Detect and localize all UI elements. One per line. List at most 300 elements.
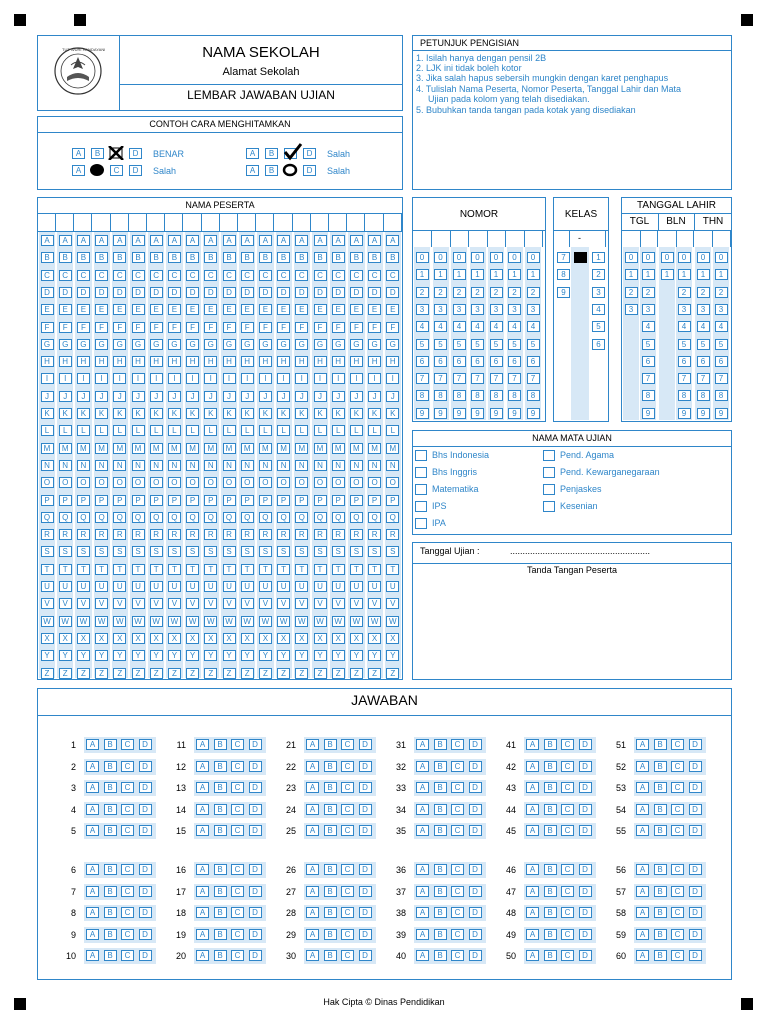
name-bubble[interactable]: X [277, 633, 290, 644]
answer-bubble[interactable]: A [636, 825, 649, 836]
name-bubble[interactable]: Q [168, 512, 181, 523]
name-bubble[interactable]: N [314, 460, 327, 471]
answer-bubble[interactable]: C [121, 804, 134, 815]
number-bubble[interactable]: 6 [453, 356, 466, 367]
answer-bubble[interactable]: A [196, 950, 209, 961]
name-bubble[interactable]: X [186, 633, 199, 644]
name-bubble[interactable]: N [223, 460, 236, 471]
answer-bubble[interactable]: C [671, 864, 684, 875]
name-bubble[interactable]: N [41, 460, 54, 471]
name-bubble[interactable]: O [113, 477, 126, 488]
name-bubble[interactable]: L [95, 425, 108, 436]
answer-bubble[interactable]: C [451, 761, 464, 772]
name-bubble[interactable]: G [386, 339, 399, 350]
answer-bubble[interactable]: B [324, 761, 337, 772]
name-letter-cell[interactable] [202, 214, 220, 231]
answer-bubble[interactable]: D [139, 825, 152, 836]
answer-bubble[interactable]: A [416, 929, 429, 940]
answer-bubble[interactable]: C [121, 886, 134, 897]
name-bubble[interactable]: R [295, 529, 308, 540]
class-section-bubble[interactable]: 6 [592, 339, 605, 350]
name-bubble[interactable]: I [150, 373, 163, 384]
name-bubble[interactable]: E [113, 304, 126, 315]
name-bubble[interactable]: N [241, 460, 254, 471]
answer-bubble[interactable]: D [139, 782, 152, 793]
name-bubble[interactable]: F [241, 322, 254, 333]
name-bubble[interactable]: E [95, 304, 108, 315]
answer-bubble[interactable]: B [214, 804, 227, 815]
name-bubble[interactable]: M [386, 443, 399, 454]
name-bubble[interactable]: X [41, 633, 54, 644]
name-bubble[interactable]: X [368, 633, 381, 644]
name-bubble[interactable]: G [332, 339, 345, 350]
name-bubble[interactable]: P [77, 495, 90, 506]
name-bubble[interactable]: K [150, 408, 163, 419]
number-bubble[interactable]: 7 [508, 373, 521, 384]
answer-bubble[interactable]: C [671, 825, 684, 836]
name-bubble[interactable]: M [186, 443, 199, 454]
name-bubble[interactable]: P [332, 495, 345, 506]
dob-bubble[interactable]: 5 [642, 339, 655, 350]
number-bubble[interactable]: 1 [434, 269, 447, 280]
answer-bubble[interactable]: A [86, 929, 99, 940]
class-section-bubble[interactable]: 5 [592, 321, 605, 332]
name-bubble[interactable]: Y [241, 650, 254, 661]
answer-bubble[interactable]: C [231, 825, 244, 836]
name-bubble[interactable]: T [368, 564, 381, 575]
name-bubble[interactable]: Q [95, 512, 108, 523]
subject-checkbox[interactable] [415, 467, 427, 478]
name-bubble[interactable]: W [368, 616, 381, 627]
name-bubble[interactable]: A [295, 235, 308, 246]
answer-bubble[interactable]: A [526, 804, 539, 815]
number-bubble[interactable]: 9 [490, 408, 503, 419]
answer-bubble[interactable]: B [104, 864, 117, 875]
name-bubble[interactable]: G [223, 339, 236, 350]
number-bubble[interactable]: 6 [434, 356, 447, 367]
name-bubble[interactable]: H [368, 356, 381, 367]
answer-bubble[interactable]: A [526, 950, 539, 961]
name-bubble[interactable]: D [295, 287, 308, 298]
name-bubble[interactable]: W [132, 616, 145, 627]
number-digit-cell[interactable] [507, 231, 525, 247]
name-bubble[interactable]: X [350, 633, 363, 644]
name-bubble[interactable]: W [277, 616, 290, 627]
answer-bubble[interactable]: B [544, 929, 557, 940]
name-letter-cell[interactable] [238, 214, 256, 231]
name-bubble[interactable]: M [41, 443, 54, 454]
name-bubble[interactable]: O [350, 477, 363, 488]
name-letter-cell[interactable] [384, 214, 402, 231]
name-bubble[interactable]: Y [386, 650, 399, 661]
name-bubble[interactable]: S [368, 546, 381, 557]
name-bubble[interactable]: N [277, 460, 290, 471]
name-bubble[interactable]: S [223, 546, 236, 557]
name-bubble[interactable]: J [241, 391, 254, 402]
answer-bubble[interactable]: B [654, 804, 667, 815]
answer-bubble[interactable]: B [104, 825, 117, 836]
answer-bubble[interactable]: B [654, 761, 667, 772]
name-bubble[interactable]: V [113, 598, 126, 609]
number-bubble[interactable]: 4 [490, 321, 503, 332]
dob-digit-cell[interactable] [713, 231, 731, 247]
answer-bubble[interactable]: A [526, 929, 539, 940]
name-bubble[interactable]: H [168, 356, 181, 367]
name-bubble[interactable]: Q [350, 512, 363, 523]
name-bubble[interactable]: D [386, 287, 399, 298]
name-bubble[interactable]: Q [223, 512, 236, 523]
name-bubble[interactable]: U [41, 581, 54, 592]
answer-bubble[interactable]: B [104, 804, 117, 815]
answer-bubble[interactable]: B [104, 929, 117, 940]
answer-bubble[interactable]: D [579, 825, 592, 836]
answer-bubble[interactable]: C [341, 886, 354, 897]
name-bubble[interactable]: C [95, 270, 108, 281]
answer-bubble[interactable]: A [196, 825, 209, 836]
name-bubble[interactable]: Z [186, 668, 199, 679]
answer-bubble[interactable]: D [579, 864, 592, 875]
name-bubble[interactable]: W [150, 616, 163, 627]
name-bubble[interactable]: V [150, 598, 163, 609]
name-bubble[interactable]: B [223, 252, 236, 263]
name-bubble[interactable]: J [295, 391, 308, 402]
name-bubble[interactable]: D [314, 287, 327, 298]
name-bubble[interactable]: M [132, 443, 145, 454]
name-bubble[interactable]: D [168, 287, 181, 298]
name-bubble[interactable]: N [350, 460, 363, 471]
name-bubble[interactable]: C [368, 270, 381, 281]
answer-bubble[interactable]: D [689, 886, 702, 897]
number-bubble[interactable]: 0 [471, 252, 484, 263]
name-bubble[interactable]: S [41, 546, 54, 557]
answer-bubble[interactable]: C [121, 950, 134, 961]
name-bubble[interactable]: E [132, 304, 145, 315]
name-bubble[interactable]: C [386, 270, 399, 281]
answer-bubble[interactable]: A [306, 782, 319, 793]
name-bubble[interactable]: Q [77, 512, 90, 523]
number-bubble[interactable]: 8 [471, 390, 484, 401]
name-bubble[interactable]: Q [241, 512, 254, 523]
name-bubble[interactable]: V [350, 598, 363, 609]
answer-bubble[interactable]: A [416, 907, 429, 918]
name-bubble[interactable]: T [59, 564, 72, 575]
name-bubble[interactable]: I [368, 373, 381, 384]
name-bubble[interactable]: G [77, 339, 90, 350]
name-bubble[interactable]: J [95, 391, 108, 402]
dob-bubble[interactable]: 5 [697, 339, 710, 350]
answer-bubble[interactable]: D [579, 950, 592, 961]
name-bubble[interactable]: S [204, 546, 217, 557]
dob-bubble[interactable]: 3 [625, 304, 638, 315]
answer-bubble[interactable]: C [451, 739, 464, 750]
name-bubble[interactable]: O [295, 477, 308, 488]
name-bubble[interactable]: X [223, 633, 236, 644]
number-bubble[interactable]: 1 [527, 269, 540, 280]
name-bubble[interactable]: E [186, 304, 199, 315]
dob-bubble[interactable]: 0 [661, 252, 674, 263]
name-bubble[interactable]: K [368, 408, 381, 419]
answer-bubble[interactable]: C [121, 929, 134, 940]
name-letter-cell[interactable] [275, 214, 293, 231]
name-bubble[interactable]: M [223, 443, 236, 454]
answer-bubble[interactable]: A [416, 782, 429, 793]
answer-bubble[interactable]: A [306, 929, 319, 940]
name-bubble[interactable]: P [150, 495, 163, 506]
name-bubble[interactable]: G [113, 339, 126, 350]
name-bubble[interactable]: U [350, 581, 363, 592]
answer-bubble[interactable]: A [526, 864, 539, 875]
name-bubble[interactable]: F [150, 322, 163, 333]
name-bubble[interactable]: S [241, 546, 254, 557]
name-bubble[interactable]: Y [295, 650, 308, 661]
name-bubble[interactable]: Y [150, 650, 163, 661]
name-bubble[interactable]: Z [314, 668, 327, 679]
answer-bubble[interactable]: C [561, 907, 574, 918]
answer-bubble[interactable]: D [359, 929, 372, 940]
number-bubble[interactable]: 0 [434, 252, 447, 263]
name-bubble[interactable]: I [77, 373, 90, 384]
name-bubble[interactable]: D [241, 287, 254, 298]
name-bubble[interactable]: D [186, 287, 199, 298]
name-bubble[interactable]: U [95, 581, 108, 592]
answer-bubble[interactable]: A [86, 804, 99, 815]
name-bubble[interactable]: G [186, 339, 199, 350]
name-bubble[interactable]: D [223, 287, 236, 298]
name-bubble[interactable]: X [204, 633, 217, 644]
answer-bubble[interactable]: D [689, 761, 702, 772]
answer-bubble[interactable]: A [86, 864, 99, 875]
answer-bubble[interactable]: B [324, 950, 337, 961]
answer-bubble[interactable]: C [671, 929, 684, 940]
name-bubble[interactable]: N [77, 460, 90, 471]
name-bubble[interactable]: M [332, 443, 345, 454]
name-bubble[interactable]: A [132, 235, 145, 246]
name-bubble[interactable]: O [368, 477, 381, 488]
answer-bubble[interactable]: D [249, 782, 262, 793]
name-bubble[interactable]: W [259, 616, 272, 627]
name-bubble[interactable]: V [41, 598, 54, 609]
answer-bubble[interactable]: C [121, 761, 134, 772]
name-bubble[interactable]: K [223, 408, 236, 419]
name-bubble[interactable]: A [168, 235, 181, 246]
answer-bubble[interactable]: C [341, 950, 354, 961]
name-bubble[interactable]: Q [295, 512, 308, 523]
name-bubble[interactable]: Z [259, 668, 272, 679]
answer-bubble[interactable]: B [434, 782, 447, 793]
name-bubble[interactable]: A [95, 235, 108, 246]
name-bubble[interactable]: O [277, 477, 290, 488]
number-bubble[interactable]: 0 [527, 252, 540, 263]
name-bubble[interactable]: J [368, 391, 381, 402]
answer-bubble[interactable]: B [434, 950, 447, 961]
number-digit-cell[interactable] [451, 231, 469, 247]
name-bubble[interactable]: B [386, 252, 399, 263]
name-bubble[interactable]: K [386, 408, 399, 419]
dob-bubble[interactable]: 3 [642, 304, 655, 315]
answer-bubble[interactable]: D [249, 864, 262, 875]
name-bubble[interactable]: T [168, 564, 181, 575]
name-bubble[interactable]: M [95, 443, 108, 454]
answer-bubble[interactable]: D [139, 907, 152, 918]
name-bubble[interactable]: T [132, 564, 145, 575]
answer-bubble[interactable]: C [451, 864, 464, 875]
name-bubble[interactable]: O [186, 477, 199, 488]
name-bubble[interactable]: K [77, 408, 90, 419]
name-bubble[interactable]: P [168, 495, 181, 506]
dob-bubble[interactable]: 8 [678, 390, 691, 401]
answer-bubble[interactable]: B [654, 950, 667, 961]
name-bubble[interactable]: K [350, 408, 363, 419]
name-bubble[interactable]: H [241, 356, 254, 367]
name-bubble[interactable]: S [386, 546, 399, 557]
answer-bubble[interactable]: A [306, 886, 319, 897]
name-bubble[interactable]: Z [59, 668, 72, 679]
number-bubble[interactable]: 1 [471, 269, 484, 280]
name-bubble[interactable]: Z [77, 668, 90, 679]
answer-bubble[interactable]: A [306, 825, 319, 836]
dob-bubble[interactable]: 8 [697, 390, 710, 401]
name-bubble[interactable]: M [59, 443, 72, 454]
name-bubble[interactable]: B [95, 252, 108, 263]
number-bubble[interactable]: 0 [508, 252, 521, 263]
dob-bubble[interactable]: 1 [642, 269, 655, 280]
name-bubble[interactable]: F [168, 322, 181, 333]
name-bubble[interactable]: L [314, 425, 327, 436]
name-bubble[interactable]: D [204, 287, 217, 298]
name-bubble[interactable]: J [314, 391, 327, 402]
number-bubble[interactable]: 1 [453, 269, 466, 280]
answer-bubble[interactable]: D [579, 761, 592, 772]
name-bubble[interactable]: C [241, 270, 254, 281]
answer-bubble[interactable]: D [579, 782, 592, 793]
name-bubble[interactable]: Q [59, 512, 72, 523]
name-bubble[interactable]: D [350, 287, 363, 298]
name-bubble[interactable]: W [113, 616, 126, 627]
answer-bubble[interactable]: C [341, 761, 354, 772]
answer-bubble[interactable]: B [324, 864, 337, 875]
number-bubble[interactable]: 0 [453, 252, 466, 263]
name-bubble[interactable]: A [41, 235, 54, 246]
name-bubble[interactable]: B [113, 252, 126, 263]
answer-bubble[interactable]: A [416, 804, 429, 815]
name-bubble[interactable]: T [277, 564, 290, 575]
name-letter-cell[interactable] [147, 214, 165, 231]
name-letter-cell[interactable] [311, 214, 329, 231]
answer-bubble[interactable]: C [561, 739, 574, 750]
name-bubble[interactable]: O [168, 477, 181, 488]
name-bubble[interactable]: G [368, 339, 381, 350]
name-bubble[interactable]: W [241, 616, 254, 627]
name-bubble[interactable]: R [314, 529, 327, 540]
answer-bubble[interactable]: B [324, 804, 337, 815]
name-bubble[interactable]: I [350, 373, 363, 384]
number-bubble[interactable]: 9 [527, 408, 540, 419]
answer-bubble[interactable]: C [561, 950, 574, 961]
name-bubble[interactable]: F [186, 322, 199, 333]
number-bubble[interactable]: 3 [490, 304, 503, 315]
number-digit-cell[interactable] [414, 231, 432, 247]
name-bubble[interactable]: C [332, 270, 345, 281]
name-bubble[interactable]: J [132, 391, 145, 402]
number-bubble[interactable]: 4 [471, 321, 484, 332]
name-bubble[interactable]: A [113, 235, 126, 246]
number-bubble[interactable]: 8 [527, 390, 540, 401]
name-bubble[interactable]: A [241, 235, 254, 246]
class-grade-bubble[interactable]: 9 [557, 287, 570, 298]
answer-bubble[interactable]: A [196, 929, 209, 940]
answer-bubble[interactable]: C [231, 929, 244, 940]
answer-bubble[interactable]: B [434, 804, 447, 815]
name-bubble[interactable]: S [95, 546, 108, 557]
name-bubble[interactable]: Z [277, 668, 290, 679]
name-bubble[interactable]: G [314, 339, 327, 350]
subject-checkbox[interactable] [543, 450, 555, 461]
name-bubble[interactable]: R [41, 529, 54, 540]
name-bubble[interactable]: G [59, 339, 72, 350]
answer-bubble[interactable]: A [86, 907, 99, 918]
name-bubble[interactable]: Z [241, 668, 254, 679]
answer-bubble[interactable]: C [671, 804, 684, 815]
name-bubble[interactable]: T [77, 564, 90, 575]
name-letter-cell[interactable] [93, 214, 111, 231]
exam-date-field[interactable]: ........................................................ [510, 546, 651, 556]
name-bubble[interactable]: W [95, 616, 108, 627]
name-bubble[interactable]: S [77, 546, 90, 557]
dob-bubble[interactable]: 9 [715, 408, 728, 419]
subject-checkbox[interactable] [415, 501, 427, 512]
name-bubble[interactable]: F [368, 322, 381, 333]
name-bubble[interactable]: M [295, 443, 308, 454]
name-bubble[interactable]: O [259, 477, 272, 488]
name-bubble[interactable]: J [204, 391, 217, 402]
name-bubble[interactable]: T [241, 564, 254, 575]
answer-bubble[interactable]: C [231, 907, 244, 918]
name-bubble[interactable]: K [204, 408, 217, 419]
name-bubble[interactable]: I [277, 373, 290, 384]
name-bubble[interactable]: V [314, 598, 327, 609]
name-bubble[interactable]: F [314, 322, 327, 333]
name-bubble[interactable]: R [259, 529, 272, 540]
answer-bubble[interactable]: B [104, 886, 117, 897]
answer-bubble[interactable]: A [416, 825, 429, 836]
name-bubble[interactable]: N [150, 460, 163, 471]
name-bubble[interactable]: G [277, 339, 290, 350]
class-section-bubble[interactable]: 2 [592, 269, 605, 280]
class-cell[interactable] [590, 231, 606, 247]
name-bubble[interactable]: T [332, 564, 345, 575]
dob-bubble[interactable]: 4 [697, 321, 710, 332]
name-bubble[interactable]: L [132, 425, 145, 436]
name-bubble[interactable]: F [41, 322, 54, 333]
answer-bubble[interactable]: D [359, 864, 372, 875]
number-bubble[interactable]: 2 [490, 287, 503, 298]
name-bubble[interactable]: B [350, 252, 363, 263]
answer-bubble[interactable]: B [434, 864, 447, 875]
number-bubble[interactable]: 5 [453, 339, 466, 350]
answer-bubble[interactable]: B [214, 907, 227, 918]
answer-bubble[interactable]: C [121, 864, 134, 875]
name-bubble[interactable]: B [77, 252, 90, 263]
answer-bubble[interactable]: D [469, 739, 482, 750]
number-bubble[interactable]: 4 [416, 321, 429, 332]
name-bubble[interactable]: W [186, 616, 199, 627]
name-bubble[interactable]: N [368, 460, 381, 471]
name-bubble[interactable]: P [132, 495, 145, 506]
name-bubble[interactable]: V [168, 598, 181, 609]
answer-bubble[interactable]: B [544, 886, 557, 897]
answer-bubble[interactable]: A [86, 886, 99, 897]
name-bubble[interactable]: H [186, 356, 199, 367]
